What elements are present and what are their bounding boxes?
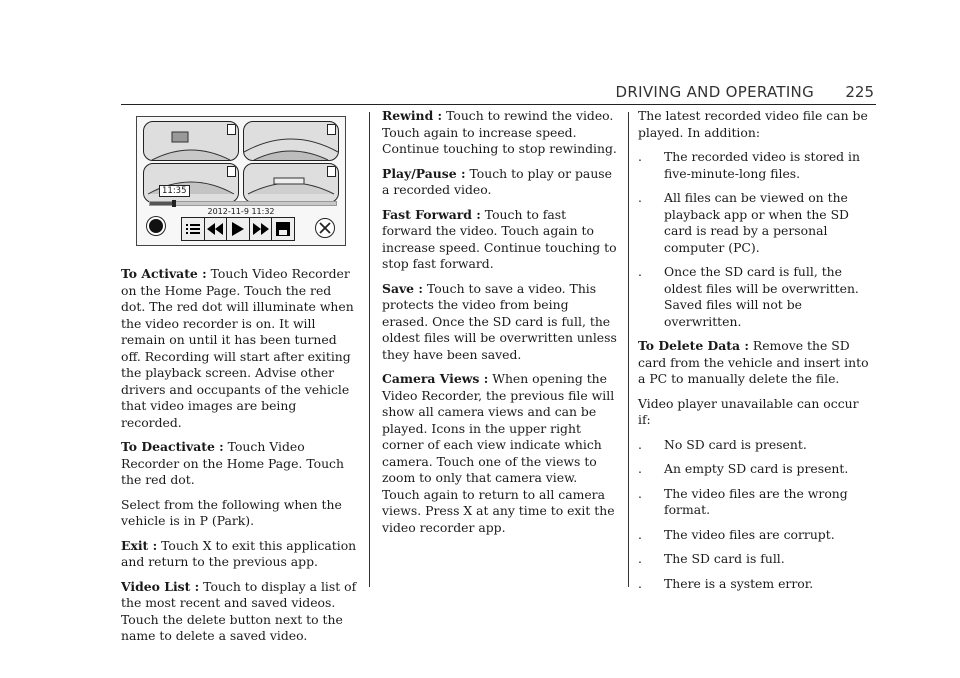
term-video-list: Video List : (121, 578, 200, 594)
seek-thumb[interactable] (172, 200, 176, 207)
paragraph-latest: The latest recorded video file can be played. In addition: (638, 108, 868, 140)
camera-view-right (243, 163, 339, 203)
bullet: . (638, 551, 642, 566)
paragraph-activate (121, 266, 357, 431)
text-save: Touch to save a video. This protects the video from being erased. Once the SD card is full, the oldest files will be overwritten unless they have been saved. (382, 280, 617, 362)
bullet: . (638, 485, 642, 501)
text-deactivate: Touch Video Recorder on the Home Page. Touch the red dot. (121, 439, 344, 487)
camera-scene (244, 122, 338, 160)
column-3 (638, 108, 874, 600)
rewind-glyph (207, 223, 223, 235)
list-item (638, 576, 874, 593)
paragraph-delete-data (638, 338, 874, 388)
term-deactivate: To Deactivate : (121, 439, 224, 454)
list-glyph (186, 223, 200, 235)
bullet-text: Once the SD card is full, the oldest files will be overwritten. Saved files will not be overwritten. (664, 264, 859, 329)
camera-indicator-icon (327, 166, 336, 177)
camera-view-rear (243, 121, 339, 161)
fast-forward-icon[interactable] (250, 218, 273, 240)
term-save: Save : (382, 280, 423, 296)
camera-indicator-icon (227, 124, 236, 135)
camera-view-left (143, 163, 239, 203)
text-camera-views: When opening the Video Recorder, the previous file will show all camera views and can be played. Icons in the upper right corner of each view indicate which camera. Touch one of the views to zoom to only that camera view. Touch again to return to all camera views. Press X at any time to exit the video recorder app. (382, 371, 615, 535)
bullet-text: The video files are corrupt. (664, 526, 835, 542)
column-divider-2 (628, 112, 629, 587)
column-1 (121, 266, 357, 653)
camera-scene (144, 122, 238, 160)
text-exit: Touch X to exit this application and return to the previous app. (121, 537, 357, 569)
camera-scene (244, 164, 338, 202)
list-item (638, 437, 874, 454)
seek-bar[interactable] (149, 201, 337, 206)
close-icon[interactable] (315, 218, 335, 238)
bullet-text: The video files are the wrong format. (664, 485, 848, 517)
column-divider-1 (369, 112, 370, 587)
bullet: . (638, 461, 642, 476)
paragraph-exit (121, 538, 357, 571)
video-recorder-figure (136, 116, 346, 246)
list-item (638, 486, 874, 519)
recording-date: 2012-11-9 11:32 (207, 207, 275, 216)
bullet-text: No SD card is present. (664, 436, 807, 452)
seek-fill (150, 202, 174, 205)
page-number: 225 (845, 83, 874, 101)
paragraph-camera-views (382, 371, 618, 536)
bullet-text: An empty SD card is present. (664, 461, 849, 476)
timestamp: 11:35 (159, 185, 190, 197)
save-icon[interactable] (272, 218, 294, 240)
paragraph-video-list (121, 579, 357, 645)
bullet: . (638, 526, 642, 542)
term-activate: To Activate : (121, 266, 207, 281)
bullet-text: There is a system error. (664, 575, 814, 591)
term-exit: Exit : (121, 537, 158, 553)
bullet: . (638, 575, 642, 591)
term-camera-views: Camera Views : (382, 371, 489, 386)
text-activate: Touch Video Recorder on the Home Page. Touch the red dot. The red dot will illuminate when the video recorder is on. It will remain on until it has been turned off. Recording will start after exiting the playback screen. Advise other drivers and occupants of the vehicle that video images are being recorded. (121, 266, 354, 430)
paragraph-play-pause (382, 166, 618, 199)
text-play-pause: Touch to play or pause a recorded video. (382, 165, 612, 197)
playback-controls (181, 217, 295, 241)
term-play-pause: Play/Pause : (382, 165, 466, 181)
camera-indicator-icon (327, 124, 336, 135)
header-rule (121, 104, 876, 105)
term-rewind: Rewind : (382, 108, 443, 123)
camera-indicator-icon (227, 166, 236, 177)
camera-view-front (143, 121, 239, 161)
text-rewind: Touch to rewind the video. Touch again to increase speed. Continue touching to stop rewinding. (382, 108, 617, 156)
term-fast-forward: Fast Forward : (382, 206, 481, 222)
list-item (638, 461, 874, 478)
paragraph-unavailable: Video player unavailable can occur if: (638, 395, 859, 427)
paragraph-deactivate (121, 439, 357, 489)
play-glyph (232, 222, 244, 236)
list-item (638, 551, 874, 568)
page-header (121, 83, 876, 103)
play-icon[interactable] (227, 218, 250, 240)
fast-forward-glyph (253, 223, 269, 235)
bullet: . (638, 149, 642, 164)
bullet: . (638, 190, 642, 205)
section-title: DRIVING AND OPERATING (615, 83, 814, 101)
bullet-text: The SD card is full. (664, 551, 785, 566)
bullet: . (638, 264, 642, 279)
bullet-text: All files can be viewed on the playback app or when the SD card is read by a personal computer (PC). (664, 190, 849, 255)
column-2 (382, 108, 618, 544)
text-delete-data: Remove the SD card from the vehicle and insert into a PC to manually delete the file. (638, 338, 869, 386)
rewind-icon[interactable] (205, 218, 228, 240)
list-item (638, 190, 874, 256)
save-glyph (276, 222, 290, 236)
term-delete-data: To Delete Data : (638, 338, 749, 353)
list-item (638, 527, 874, 544)
list-item (638, 264, 874, 330)
record-icon[interactable] (149, 219, 163, 233)
bullet: . (638, 436, 642, 452)
list-icon[interactable] (182, 218, 205, 240)
text-video-list: Touch to display a list of the most recent and saved videos. Touch the delete button next to the name to delete a saved video. (121, 578, 357, 643)
close-glyph (316, 219, 334, 237)
paragraph-save (382, 281, 618, 364)
list-item (638, 149, 874, 182)
text-fast-forward: Touch to fast forward the video. Touch again to increase speed. Continue touching to stop fast forward. (382, 206, 617, 271)
paragraph-fast-forward (382, 207, 618, 273)
paragraph-rewind (382, 108, 618, 158)
paragraph-select: Select from the following when the vehicle is in P (Park). (121, 496, 342, 528)
bullet-text: The recorded video is stored in five-minute-long files. (664, 149, 860, 181)
